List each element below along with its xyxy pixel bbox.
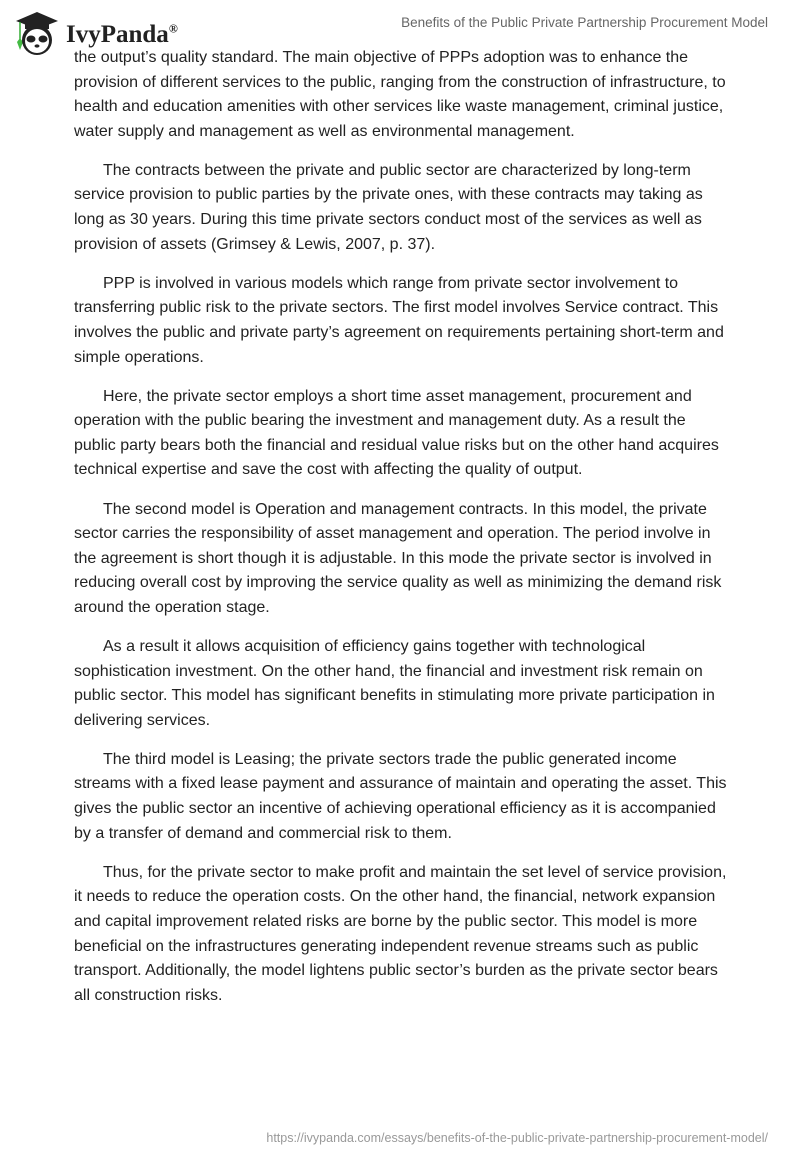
essay-body	[74, 46, 730, 1023]
document-title: Benefits of the Public Private Partnership Procurement Model	[401, 15, 768, 30]
paragraph: Here, the private sector employs a short time asset management, procurement and operation with the public bearing the investment and management duty. As a result the public party bears both the financial and residual value risks but on the other hand acquires technical expertise and save the cost with affecting the quality of output.	[74, 387, 719, 479]
paragraph: PPP is involved in various models which range from private sector involvement to transferring public risk to the private sectors. The first model involves Service contract. This involves the public and private party’s agreement on requirements pertaining short-term and simple operations.	[74, 274, 724, 366]
panda-graduate-icon	[12, 8, 62, 58]
paragraph: The contracts between the private and public sector are characterized by long-term service provision to public parties by the private ones, with these contracts may taking as long as 30 years. During this time private sectors conduct most of the services as well as provision of assets (Grimsey & Lewis, 2007, p. 37).	[74, 161, 703, 253]
paragraph: Thus, for the private sector to make profit and maintain the set level of service provision, it needs to reduce the operation costs. On the other hand, the financial, network expansion and capital improvement related risks are borne by the public sector. This model is more beneficial on the infrastructures generating independent revenue streams such as public transport. Additionally, the model lightens public sector’s burden as the private sector bears all construction risks.	[74, 863, 727, 1004]
paragraph: The third model is Leasing; the private sectors trade the public generated income streams with a fixed lease payment and assurance of maintain and operating the asset. This gives the public sector an incentive of achieving operational efficiency as it is accompanied by a transfer of demand and commercial risk to them.	[74, 750, 727, 842]
source-url-link[interactable]: https://ivypanda.com/essays/benefits-of-the-public-private-partnership-procurement-model/	[266, 1131, 768, 1145]
paragraph: the output’s quality standard. The main objective of PPPs adoption was to enhance the provision of different services to the public, ranging from the construction of infrastructure, to health and education amenities with other services like waste management, criminal justice, water supply and management as well as environmental management.	[74, 49, 726, 140]
paragraph: As a result it allows acquisition of efficiency gains together with technological sophistication investment. On the other hand, the financial and investment risk remain on public sector. This model has significant benefits in stimulating more private participation in delivering services.	[74, 637, 715, 729]
logo-text: IvyPanda®	[66, 21, 178, 48]
paragraph: The second model is Operation and management contracts. In this model, the private sector carries the responsibility of asset management and operation. The period involve in the agreement is short though it is adjustable. In this mode the private sector is involved in reducing overall cost by improving the service quality as well as minimizing the demand risk around the operation stage.	[74, 500, 722, 616]
